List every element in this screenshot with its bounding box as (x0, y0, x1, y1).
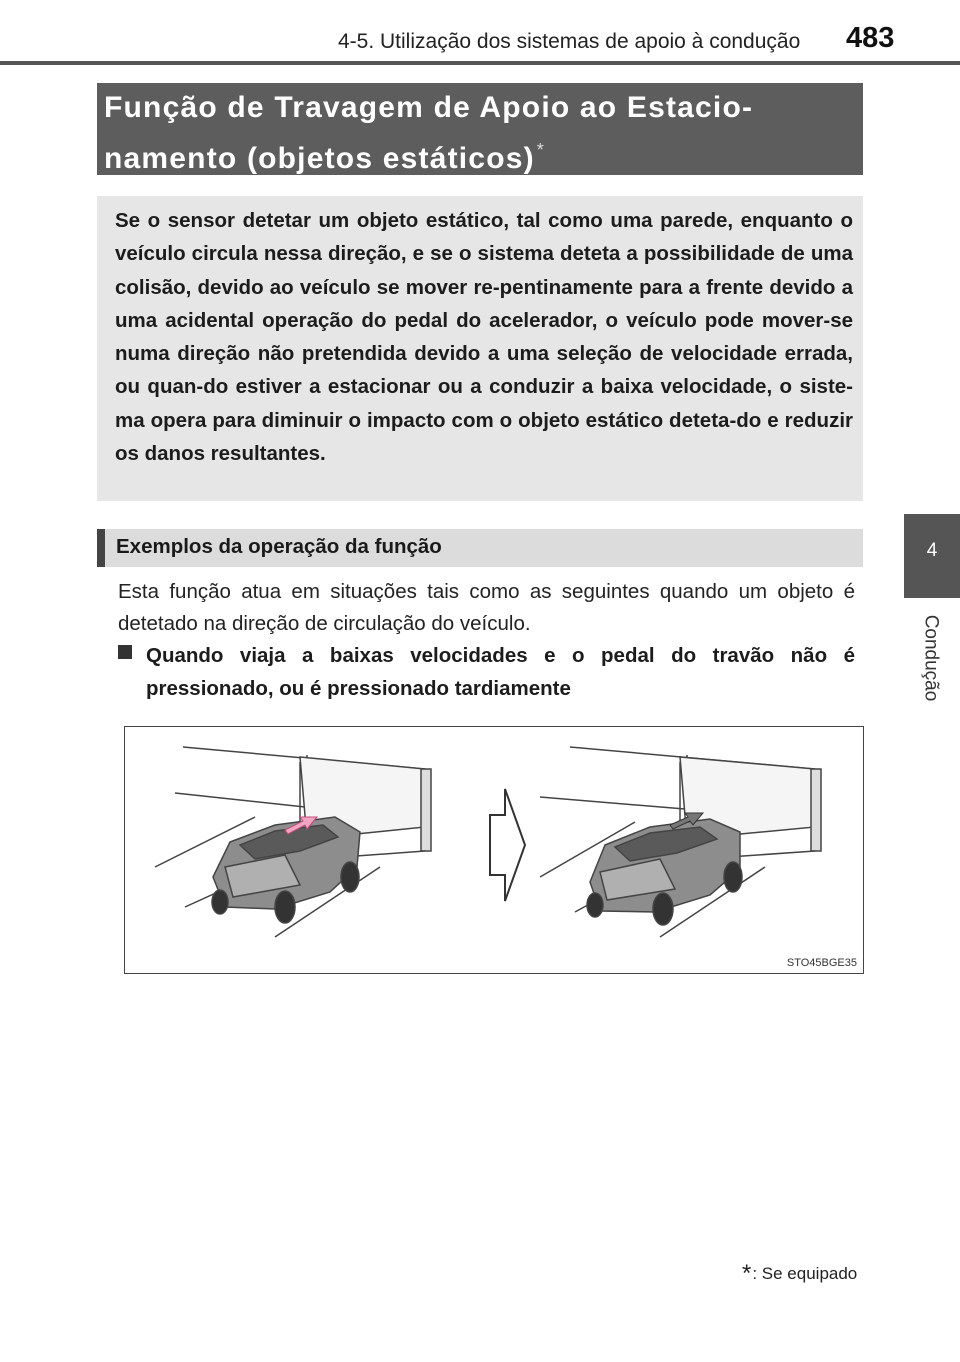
scene-after (540, 747, 821, 937)
title-line-1: Função de Travagem de Apoio ao Estacio- (104, 91, 754, 124)
title-line-2: namento (objetos estáticos) (104, 142, 535, 175)
footnote (742, 1260, 857, 1288)
header-rule (0, 61, 960, 65)
chapter-label-text: Condução (920, 614, 941, 702)
footnote-text: : Se equipado (752, 1264, 858, 1283)
illustration (124, 726, 864, 974)
bullet-text: Quando viaja a baixas velocidades e o pedal do travão não é pressionado, ou é pressionado tardiamente (146, 644, 855, 700)
transition-arrow (490, 789, 525, 901)
subheading-text: Exemplos da operação da função (116, 535, 442, 558)
header-section-title: 4-5. Utilização dos sistemas de apoio à condução (338, 30, 801, 53)
page-title (104, 86, 854, 180)
title-asterisk: * (536, 140, 546, 160)
parking-illustration-svg (125, 727, 863, 973)
subheading-accent (97, 529, 105, 567)
intro-text: Se o sensor detetar um objeto estático, tal como uma parede, enquanto o veículo circula nessa direção, e se o sistema deteta a possibilidade de uma colisão, devido ao veículo se mover re-pentinamente para a frente devido a uma acidental operação do pedal do acelerador, o veículo pode mover-se numa direção não pretendida devido a uma seleção de velocidade errada, ou quan-do estiver a estacionar ou a conduzir a baixa velocidade, o siste-ma opera para diminuir o impacto com o objeto estático deteta-do e reduzir os danos resultantes. (115, 209, 853, 466)
chapter-label (915, 610, 945, 706)
footnote-asterisk: * (742, 1260, 752, 1287)
bullet-square (118, 645, 132, 659)
figure-code: STO45BGE35 (786, 957, 857, 969)
chapter-number: 4 (926, 540, 938, 561)
scene-before (155, 747, 431, 937)
body-paragraph: Esta função atua em situações tais como as seguintes quando um objeto é detetado na direção de circulação do veículo. (118, 580, 855, 635)
page-number: 483 (846, 22, 895, 54)
